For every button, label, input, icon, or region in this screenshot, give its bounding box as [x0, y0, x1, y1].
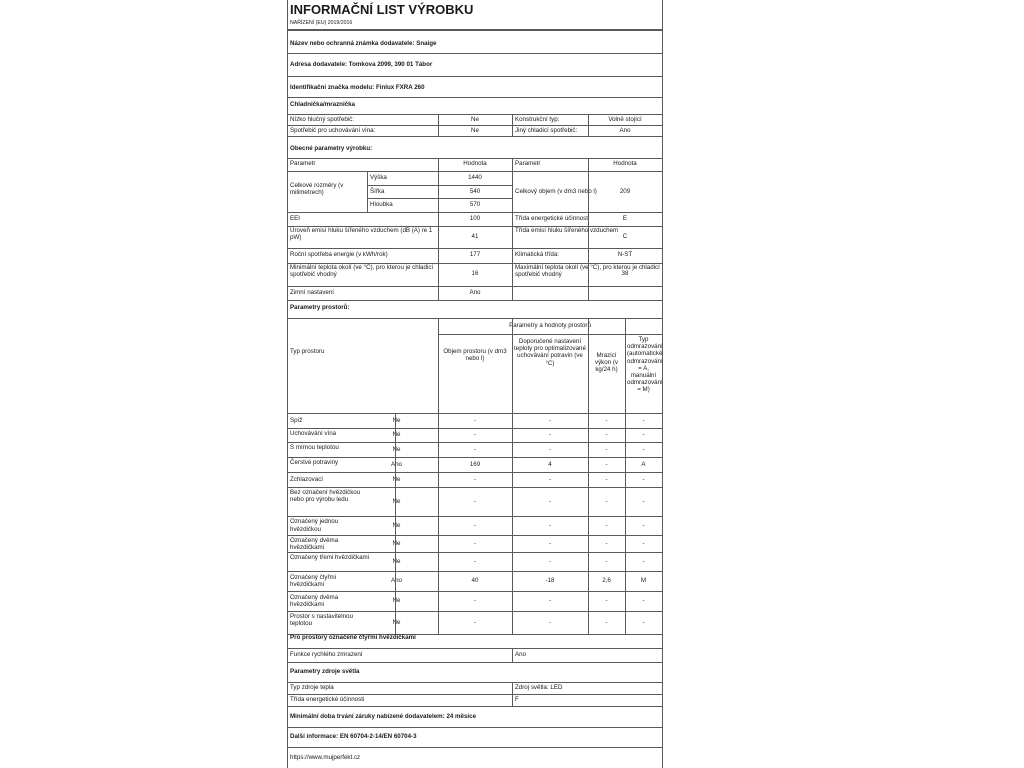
table-rule	[287, 591, 662, 592]
general-param-value: 177	[469, 251, 481, 258]
fridge-param-label: Nízko hlučný spotřebič:	[290, 116, 354, 123]
compartment-defrost: -	[642, 521, 645, 529]
section-fridge-heading: Chladnička/mraznička	[290, 101, 355, 108]
compartment-type: Zchlazovací	[290, 475, 324, 483]
regulation-label: NAŘÍZENÍ (EU) 2019/2016	[290, 20, 353, 26]
table-rule	[512, 158, 513, 300]
light-param-label: Třída energetické účinnosti	[290, 696, 365, 703]
table-rule	[287, 727, 662, 728]
fridge-param-label: Jiný chladicí spotřebič:	[515, 127, 578, 134]
compartment-type: Označený čtyřmi hvězdičkami	[290, 573, 337, 588]
fast-freeze-label: Funkce rychlého zmrazení	[290, 651, 363, 658]
compartment-temperature: -	[548, 557, 552, 565]
compartment-freezing: -	[605, 557, 608, 565]
col-header-value: Hodnota	[613, 160, 637, 167]
table-rule	[287, 286, 662, 287]
supplier-name: Název nebo ochranná známka dodavatele: Snaige	[290, 40, 437, 47]
compartment-freezing: -	[605, 597, 608, 605]
compartment-temperature: -	[548, 475, 552, 483]
fridge-param-label: Spotřebič pro uchovávání vína:	[290, 127, 376, 134]
general-param-value: 41	[471, 233, 479, 240]
general-param-label: Roční spotřeba energie (v kWh/rok)	[290, 251, 388, 258]
page-title: INFORMAČNÍ LIST VÝROBKU	[290, 2, 474, 17]
table-rule	[512, 648, 513, 662]
website-url: https://www.mujperfekt.cz	[290, 754, 361, 761]
dimension-label: Hloubka	[370, 201, 393, 208]
compartment-type: Uchovávání vína	[290, 430, 337, 437]
light-param-label: Typ zdroje tepla	[290, 684, 334, 691]
compartment-freezing: -	[605, 460, 608, 468]
table-rule	[512, 682, 513, 706]
compartment-defrost: -	[642, 618, 645, 626]
compartment-defrost: M	[640, 577, 647, 585]
compartment-freezing: -	[605, 475, 608, 483]
compartment-present: Ano	[390, 577, 402, 585]
col-header-freezing: Mrazicí výkon (v kg/24 h)	[594, 352, 619, 374]
table-rule	[438, 158, 439, 300]
section-four-star-heading: Pro prostory označené čtyřmi hvězdičkami	[290, 634, 416, 641]
compartment-type: Prostor s nastavitelnou teplotou	[290, 613, 353, 628]
dimension-value: 570	[469, 201, 481, 208]
compartment-temperature: -	[548, 618, 552, 626]
table-rule	[287, 535, 662, 536]
general-param-value: 100	[469, 215, 481, 222]
dims-label: Celkové rozměry (v milimetrech)	[290, 182, 344, 197]
section-general-heading: Obecné parametry výrobku:	[290, 145, 373, 152]
compartment-type: Označený jednou hvězdičkou	[290, 518, 339, 533]
compartment-volume: -	[473, 416, 477, 424]
col-header-value: Hodnota	[463, 160, 487, 167]
compartment-volume: -	[473, 557, 477, 565]
compartment-present: Ne	[392, 416, 401, 424]
table-rule	[287, 300, 662, 301]
compartment-volume: -	[473, 597, 477, 605]
table-rule	[287, 76, 662, 77]
table-rule	[438, 334, 662, 335]
compartment-freezing: -	[605, 539, 608, 547]
compartment-temperature: -	[548, 539, 552, 547]
table-rule	[287, 125, 662, 126]
table-rule	[367, 171, 368, 212]
compartment-defrost: -	[642, 557, 645, 565]
compartment-present: Ano	[390, 460, 402, 468]
table-rule	[395, 413, 396, 634]
table-rule	[287, 552, 662, 553]
compartment-present: Ne	[392, 618, 401, 626]
table-rule	[588, 318, 589, 634]
compartment-type: Označený dvěma hvězdičkami	[290, 593, 339, 608]
table-rule	[287, 53, 662, 54]
fridge-param-value: Ne	[471, 127, 479, 134]
table-rule	[438, 114, 439, 136]
table-rule	[287, 662, 662, 663]
compartment-volume: -	[473, 475, 477, 483]
compartment-defrost: -	[642, 539, 645, 547]
compartment-temperature: -	[548, 416, 552, 424]
general-param-value: E	[622, 215, 628, 222]
fast-freeze-value: Ano	[515, 651, 527, 658]
compartment-temperature: -	[548, 597, 552, 605]
table-rule	[287, 648, 662, 649]
total-volume-label: Celkový objem (v dm3 nebo l)	[515, 188, 597, 195]
compartment-present: Ne	[392, 557, 401, 565]
compartment-volume: -	[473, 497, 477, 505]
compartment-volume: -	[473, 445, 477, 453]
general-param-value: 38	[621, 270, 629, 277]
table-rule	[287, 413, 662, 414]
col-header-volume: Objem prostoru (v dm3 nebo l)	[443, 348, 507, 363]
compartment-defrost: -	[642, 497, 645, 505]
general-param-label: Třída emisí hluku šířeného vzduchem	[515, 227, 619, 234]
general-param-value: N-ST	[617, 251, 633, 258]
col-header-compartment-type: Typ prostoru	[290, 348, 325, 355]
compartment-freezing: -	[605, 521, 608, 529]
compartment-present: Ne	[392, 597, 401, 605]
table-rule	[662, 0, 663, 768]
table-rule	[287, 248, 662, 249]
compartment-present: Ne	[392, 431, 401, 439]
table-rule	[367, 185, 512, 186]
table-rule	[588, 158, 589, 300]
general-param-value: C	[622, 233, 628, 240]
compartment-temperature: -	[548, 521, 552, 529]
table-rule	[287, 158, 662, 159]
total-volume-value: 209	[619, 188, 631, 195]
general-param-value: Ano	[469, 289, 481, 296]
product-info-sheet	[285, 0, 740, 768]
compartment-defrost: -	[642, 597, 645, 605]
table-rule	[438, 318, 439, 634]
compartment-defrost: A	[641, 460, 646, 468]
compartment-present: Ne	[392, 497, 401, 505]
warranty-info: Minimální doba trvání záruky nabízené dodavatelem: 24 měsíce	[290, 713, 477, 720]
compartment-volume: -	[473, 618, 477, 626]
section-light-heading: Parametry zdroje světla	[290, 668, 360, 675]
col-header-param: Parametr	[290, 160, 316, 167]
compartment-type: S mírnou teplotou	[290, 444, 339, 451]
table-rule	[512, 318, 513, 634]
compartment-present: Ne	[392, 475, 401, 483]
model-id: Identifikační značka modelu: Finlux FXRA 260	[290, 84, 425, 91]
table-rule	[287, 682, 662, 683]
general-param-label: Úroveň emisí hluku šířeného vzduchem (dB (A) re 1 pW)	[290, 227, 433, 242]
compartment-freezing: -	[605, 497, 608, 505]
fridge-param-label: Konstrukční typ:	[515, 116, 560, 123]
compartment-freezing: -	[605, 618, 608, 626]
compartment-defrost: -	[642, 416, 645, 424]
table-rule	[287, 516, 662, 517]
compartment-type: Bez označení hvězdičkou nebo pro výrobu ledu	[290, 489, 361, 504]
table-rule	[287, 571, 662, 572]
compartment-type: Spíž	[290, 416, 303, 424]
general-param-label: Zimní nastavení	[290, 289, 335, 296]
compartment-type: Označený třemi hvězdičkami	[290, 554, 370, 562]
compartment-volume: -	[473, 539, 477, 547]
table-rule	[367, 198, 512, 199]
compartment-temperature: 4	[548, 460, 552, 468]
table-rule	[287, 457, 662, 458]
general-param-label: Maximální teplota okolí (ve °C), pro kterou je chladicí spotřebič vhodný	[515, 264, 660, 279]
fridge-param-value: Volně stojící	[608, 116, 642, 123]
table-rule	[287, 428, 662, 429]
table-rule	[512, 114, 513, 136]
compartment-volume: 40	[471, 577, 479, 585]
table-rule	[287, 171, 662, 172]
general-param-label: Minimální teplota okolí (ve °C), pro kterou je chladicí spotřebič vhodný	[290, 264, 434, 279]
fridge-param-value: Ano	[619, 127, 631, 134]
table-rule	[287, 472, 662, 473]
table-rule	[287, 97, 662, 98]
table-rule	[287, 442, 662, 443]
table-rule	[287, 694, 662, 695]
table-rule	[588, 114, 589, 136]
table-rule	[287, 114, 662, 115]
dimension-label: Výška	[370, 174, 387, 181]
general-param-label: Klimatická třída:	[515, 251, 560, 258]
compartment-freezing: -	[605, 445, 608, 453]
additional-info: Další informace: EN 60704-2-14/EN 60704-3	[290, 733, 417, 740]
table-rule	[625, 318, 626, 634]
compartment-volume: -	[473, 521, 477, 529]
compartment-present: Ne	[392, 445, 401, 453]
fridge-param-value: Ne	[471, 116, 479, 123]
compartment-defrost: -	[642, 431, 645, 439]
table-rule	[287, 30, 662, 31]
light-param-value: Zdroj světla: LED	[515, 684, 563, 691]
table-rule	[287, 611, 662, 612]
compartment-volume: -	[473, 431, 477, 439]
table-rule	[287, 212, 662, 213]
compartment-type: Označený dvěma hvězdičkami	[290, 537, 339, 552]
compartment-volume: 169	[469, 460, 481, 468]
compartment-defrost: -	[642, 475, 645, 483]
col-header-param: Parametr	[515, 160, 541, 167]
col-header-defrost: Typ odmrazování (automatické odmrazování = A, manuální odmrazování = M)	[627, 336, 663, 394]
dimension-value: 540	[469, 188, 481, 195]
compartment-freezing: 2,6	[602, 577, 611, 585]
table-rule	[287, 706, 662, 707]
col-header-temperature: Doporučené nastavení teploty pro optimalizované uchovávání potravin (ve °C)	[514, 338, 586, 367]
table-rule	[287, 747, 662, 748]
compartment-defrost: -	[642, 445, 645, 453]
general-param-label: EEI	[290, 215, 300, 222]
compartment-present: Ne	[392, 539, 401, 547]
table-rule	[287, 136, 662, 137]
dimension-value: 1440	[468, 174, 482, 181]
compartment-temperature: -	[548, 431, 552, 439]
compartment-freezing: -	[605, 416, 608, 424]
table-rule	[287, 0, 288, 768]
light-param-value: F	[515, 696, 519, 703]
compartment-temperature: -18	[545, 577, 555, 585]
compartment-present: Ne	[392, 521, 401, 529]
compartment-type: Čerstvé potraviny	[290, 459, 339, 466]
general-param-value: 16	[471, 270, 479, 277]
general-param-label: Třída energetické účinnosti	[515, 215, 590, 222]
compartment-temperature: -	[548, 497, 552, 505]
compartment-group-header: Parametry a hodnoty prostorů	[509, 322, 591, 329]
table-rule	[287, 318, 662, 319]
table-rule	[287, 487, 662, 488]
supplier-address: Adresa dodavatele: Tomkova 2099, 390 01 Tábor	[290, 61, 433, 68]
section-compartments-heading: Parametry prostorů:	[290, 304, 350, 311]
compartment-freezing: -	[605, 431, 608, 439]
compartment-temperature: -	[548, 445, 552, 453]
dimension-label: Šířka	[370, 188, 385, 195]
